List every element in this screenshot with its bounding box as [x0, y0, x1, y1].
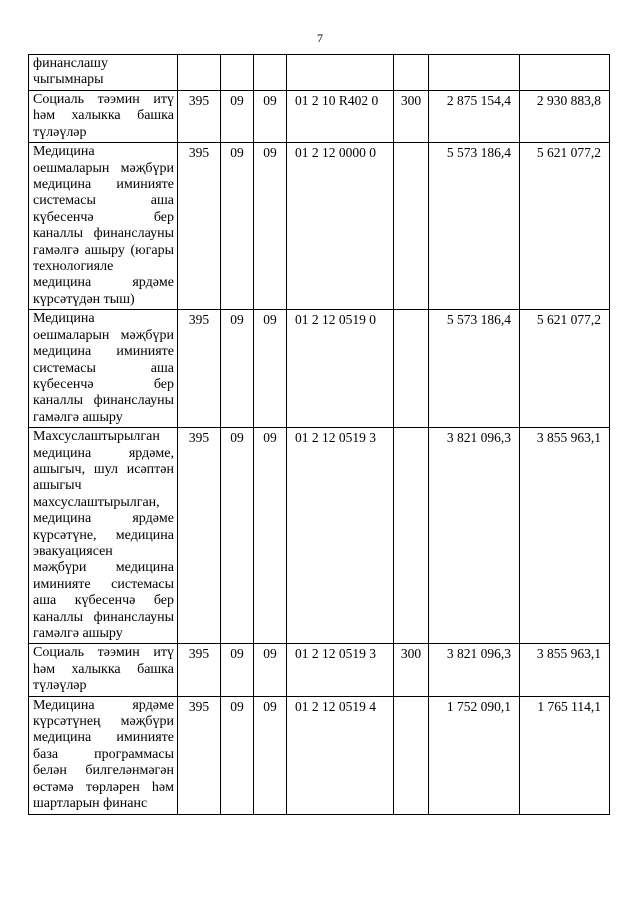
description-line: түләүләр — [33, 678, 87, 694]
description-line: медицина ярдәме — [33, 511, 174, 527]
amount-year2-cell: 5 621 077,2 — [520, 310, 610, 428]
description-line: Медицина ярдәме — [33, 697, 174, 713]
ministry-code-cell: 395 — [178, 644, 221, 696]
section-code-cell: 09 — [221, 644, 254, 696]
expense-type-cell: 300 — [394, 644, 429, 696]
description-line: шартларын финанс — [33, 796, 148, 812]
target-article-cell — [287, 55, 394, 91]
expense-type-cell — [394, 310, 429, 428]
subsection-code-cell: 09 — [254, 428, 287, 644]
description-line: медицина иминияте — [33, 177, 174, 193]
subsection-code-cell: 09 — [254, 91, 287, 143]
subsection-code-cell: 09 — [254, 696, 287, 814]
description-line: күрсәтүнең мәҗбүри — [33, 714, 174, 730]
table-row — [29, 696, 610, 814]
amount-year1-cell — [429, 55, 520, 91]
description-line: гамәлгә ашыру — [33, 626, 123, 641]
description-line: гамәлгә ашыру — [33, 409, 123, 425]
description-line: гамәлгә ашыру (югары технологияле медицина ярдәме — [33, 242, 174, 291]
description-line: Медицина — [33, 144, 95, 160]
description-line: күрсәтүдән тыш) — [33, 291, 135, 307]
table-row — [29, 91, 610, 143]
amount-year2-cell: 5 621 077,2 — [520, 143, 610, 310]
expense-type-cell — [394, 55, 429, 91]
expense-type-cell — [394, 428, 429, 644]
ministry-code-cell: 395 — [178, 91, 221, 143]
page-number: 7 — [317, 31, 323, 45]
target-article-cell: 01 2 12 0519 3 — [287, 644, 394, 696]
table-row — [29, 143, 610, 310]
subsection-code-cell: 09 — [254, 143, 287, 310]
subsection-code-cell: 09 — [254, 310, 287, 428]
description-line: күбесенчә бер — [33, 376, 174, 392]
description-line: ашыгыч — [33, 478, 82, 494]
description-line: күрсәтүне, медицина — [33, 527, 174, 543]
description-line: системасы аша — [33, 193, 174, 209]
table-row — [29, 310, 610, 428]
description-line: чыгымнары — [33, 72, 104, 88]
budget-table — [28, 54, 610, 815]
description-line: каналлы финанслауны — [33, 226, 174, 242]
amount-year2-cell — [520, 55, 610, 91]
description-line: Социаль тәэмин итү — [33, 92, 174, 107]
description-line: мәҗбүри медицина — [33, 560, 174, 576]
expense-type-cell: 300 — [394, 91, 429, 143]
description-line: оешмаларын мәҗбүри — [33, 327, 174, 343]
description-cell — [29, 696, 178, 814]
expense-type-cell — [394, 143, 429, 310]
amount-year1-cell: 5 573 186,4 — [429, 143, 520, 310]
description-line: ашыгыч, шул исәптән — [33, 461, 174, 477]
description-cell — [29, 310, 178, 428]
amount-year2-cell: 1 765 114,1 — [520, 696, 610, 814]
ministry-code-cell — [178, 55, 221, 91]
ministry-code-cell: 395 — [178, 310, 221, 428]
section-code-cell — [221, 55, 254, 91]
ministry-code-cell: 395 — [178, 696, 221, 814]
expense-type-cell — [394, 696, 429, 814]
description-line: Медицина — [33, 311, 95, 327]
description-line: база программасы — [33, 746, 174, 762]
table-row — [29, 428, 610, 644]
amount-year1-cell: 2 875 154,4 — [429, 91, 520, 143]
description-line: һәм халыкка башка — [33, 108, 174, 124]
description-line: системасы аша — [33, 360, 174, 376]
description-line: аша күбесенчә бер — [33, 593, 174, 609]
subsection-code-cell — [254, 55, 287, 91]
description-cell — [29, 143, 178, 310]
ministry-code-cell: 395 — [178, 428, 221, 644]
description-line: медицина ярдәме, — [33, 445, 174, 461]
description-line: өстәмә төрләрен һәм — [33, 779, 174, 795]
description-line: белән билгеләнмәгән — [33, 763, 174, 779]
section-code-cell: 09 — [221, 428, 254, 644]
section-code-cell: 09 — [221, 696, 254, 814]
target-article-cell: 01 2 12 0000 0 — [287, 143, 394, 310]
description-line: медицина иминияте — [33, 730, 174, 746]
description-line: түләүләр — [33, 124, 87, 140]
ministry-code-cell: 395 — [178, 143, 221, 310]
amount-year2-cell: 3 855 963,1 — [520, 428, 610, 644]
table-row — [29, 55, 610, 91]
description-line: махсуслаштырылган, — [33, 494, 160, 510]
section-code-cell: 09 — [221, 310, 254, 428]
budget-table-body — [29, 55, 610, 815]
target-article-cell: 01 2 12 0519 0 — [287, 310, 394, 428]
description-line: күбесенчә бер — [33, 209, 174, 225]
description-line: эвакуациясен — [33, 543, 113, 559]
section-code-cell: 09 — [221, 143, 254, 310]
description-line: Махсуслаштырылган — [33, 429, 160, 445]
target-article-cell: 01 2 12 0519 3 — [287, 428, 394, 644]
amount-year1-cell: 3 821 096,3 — [429, 644, 520, 696]
subsection-code-cell: 09 — [254, 644, 287, 696]
description-line: оешмаларын мәҗбүри — [33, 160, 174, 176]
description-line: иминияте системасы — [33, 576, 174, 592]
amount-year1-cell: 1 752 090,1 — [429, 696, 520, 814]
description-cell — [29, 55, 178, 91]
description-line: һәм халыкка башка — [33, 661, 174, 677]
description-line: медицина иминияте — [33, 344, 174, 360]
amount-year2-cell: 3 855 963,1 — [520, 644, 610, 696]
description-line: каналлы финанслауны — [33, 609, 174, 625]
description-cell — [29, 91, 178, 143]
description-line: Социаль тәэмин итү — [33, 645, 174, 661]
target-article-cell: 01 2 12 0519 4 — [287, 696, 394, 814]
description-cell — [29, 644, 178, 696]
description-line: финанслашу — [33, 56, 108, 71]
amount-year2-cell: 2 930 883,8 — [520, 91, 610, 143]
description-cell — [29, 428, 178, 644]
description-line: каналлы финанслауны — [33, 393, 174, 409]
amount-year1-cell: 3 821 096,3 — [429, 428, 520, 644]
amount-year1-cell: 5 573 186,4 — [429, 310, 520, 428]
section-code-cell: 09 — [221, 91, 254, 143]
table-row — [29, 644, 610, 696]
target-article-cell: 01 2 10 R402 0 — [287, 91, 394, 143]
